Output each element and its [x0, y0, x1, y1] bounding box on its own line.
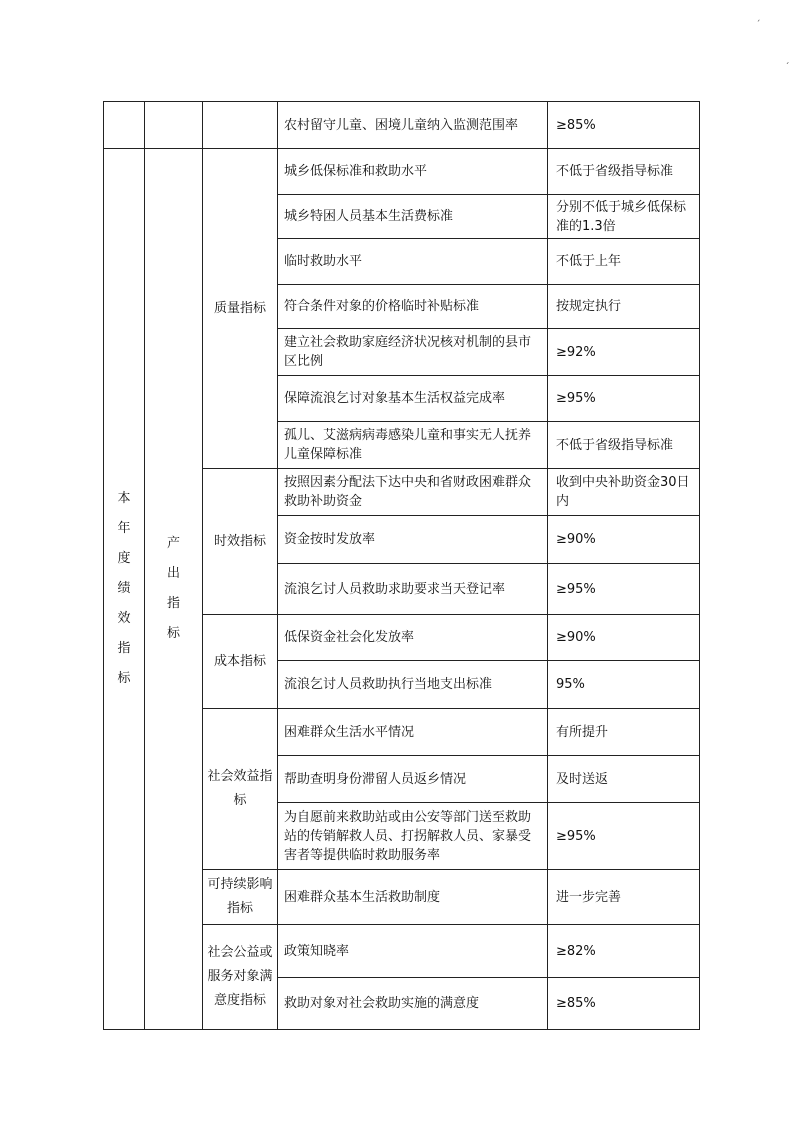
scan-speck: ˏ: [785, 55, 790, 65]
indicator-cell: 城乡特困人员基本生活费标准: [278, 195, 548, 239]
level1-cell: [104, 149, 145, 1030]
target-cell: ≥90%: [548, 615, 700, 661]
table-row: [104, 102, 700, 149]
indicator-cell: 城乡低保标准和救助水平: [278, 149, 548, 195]
performance-table-container: [103, 101, 699, 1030]
indicator-cell: 流浪乞讨人员救助求助要求当天登记率: [278, 564, 548, 615]
target-cell: 及时送返: [548, 756, 700, 803]
category-cell: 可持续影响指标: [203, 870, 278, 925]
level2-cell: [145, 149, 203, 1030]
target-cell: 有所提升: [548, 709, 700, 756]
indicator-cell: 农村留守儿童、困境儿童纳入监测范围率: [278, 102, 548, 149]
indicator-cell: 符合条件对象的价格临时补贴标准: [278, 285, 548, 329]
blank-cell: [104, 102, 145, 149]
target-cell: ≥95%: [548, 376, 700, 422]
target-cell: 收到中央补助资金30日内: [548, 469, 700, 516]
indicator-cell: 低保资金社会化发放率: [278, 615, 548, 661]
performance-indicator-table: [103, 101, 700, 1030]
target-cell: 不低于省级指导标准: [548, 422, 700, 469]
indicator-cell: 帮助查明身份滞留人员返乡情况: [278, 756, 548, 803]
indicator-cell: 困难群众生活水平情况: [278, 709, 548, 756]
indicator-cell: 按照因素分配法下达中央和省财政困难群众救助补助资金: [278, 469, 548, 516]
target-cell: ≥95%: [548, 803, 700, 870]
target-cell: 按规定执行: [548, 285, 700, 329]
category-cell: 社会效益指标: [203, 709, 278, 870]
target-cell: 分别不低于城乡低保标准的1.3倍: [548, 195, 700, 239]
indicator-cell: 为自愿前来救助站或由公安等部门送至救助站的传销解救人员、打拐解救人员、家暴受害者等提供临时救助服务率: [278, 803, 548, 870]
blank-cell: [145, 102, 203, 149]
target-cell: ≥85%: [548, 978, 700, 1030]
level2-label: 产出指标: [166, 536, 180, 641]
target-cell: ≥92%: [548, 329, 700, 376]
level1-label: 本年度绩效指标: [117, 491, 131, 686]
indicator-cell: 保障流浪乞讨对象基本生活权益完成率: [278, 376, 548, 422]
scan-speck: ˊ: [756, 20, 761, 30]
target-cell: 不低于上年: [548, 239, 700, 285]
indicator-cell: 流浪乞讨人员救助执行当地支出标准: [278, 661, 548, 709]
category-cell: 质量指标: [203, 149, 278, 469]
indicator-cell: 救助对象对社会救助实施的满意度: [278, 978, 548, 1030]
indicator-cell: 困难群众基本生活救助制度: [278, 870, 548, 925]
category-cell: 社会公益或服务对象满意度指标: [203, 925, 278, 1030]
indicator-cell: 孤儿、艾滋病病毒感染儿童和事实无人抚养儿童保障标准: [278, 422, 548, 469]
indicator-cell: 建立社会救助家庭经济状况核对机制的县市区比例: [278, 329, 548, 376]
blank-cell: [203, 102, 278, 149]
target-cell: ≥95%: [548, 564, 700, 615]
target-cell: 95%: [548, 661, 700, 709]
target-cell: ≥82%: [548, 925, 700, 978]
table-row: [104, 149, 700, 195]
target-cell: ≥90%: [548, 516, 700, 564]
target-cell: 不低于省级指导标准: [548, 149, 700, 195]
indicator-cell: 政策知晓率: [278, 925, 548, 978]
category-cell: 成本指标: [203, 615, 278, 709]
indicator-cell: 临时救助水平: [278, 239, 548, 285]
indicator-cell: 资金按时发放率: [278, 516, 548, 564]
target-cell: ≥85%: [548, 102, 700, 149]
category-cell: 时效指标: [203, 469, 278, 615]
target-cell: 进一步完善: [548, 870, 700, 925]
